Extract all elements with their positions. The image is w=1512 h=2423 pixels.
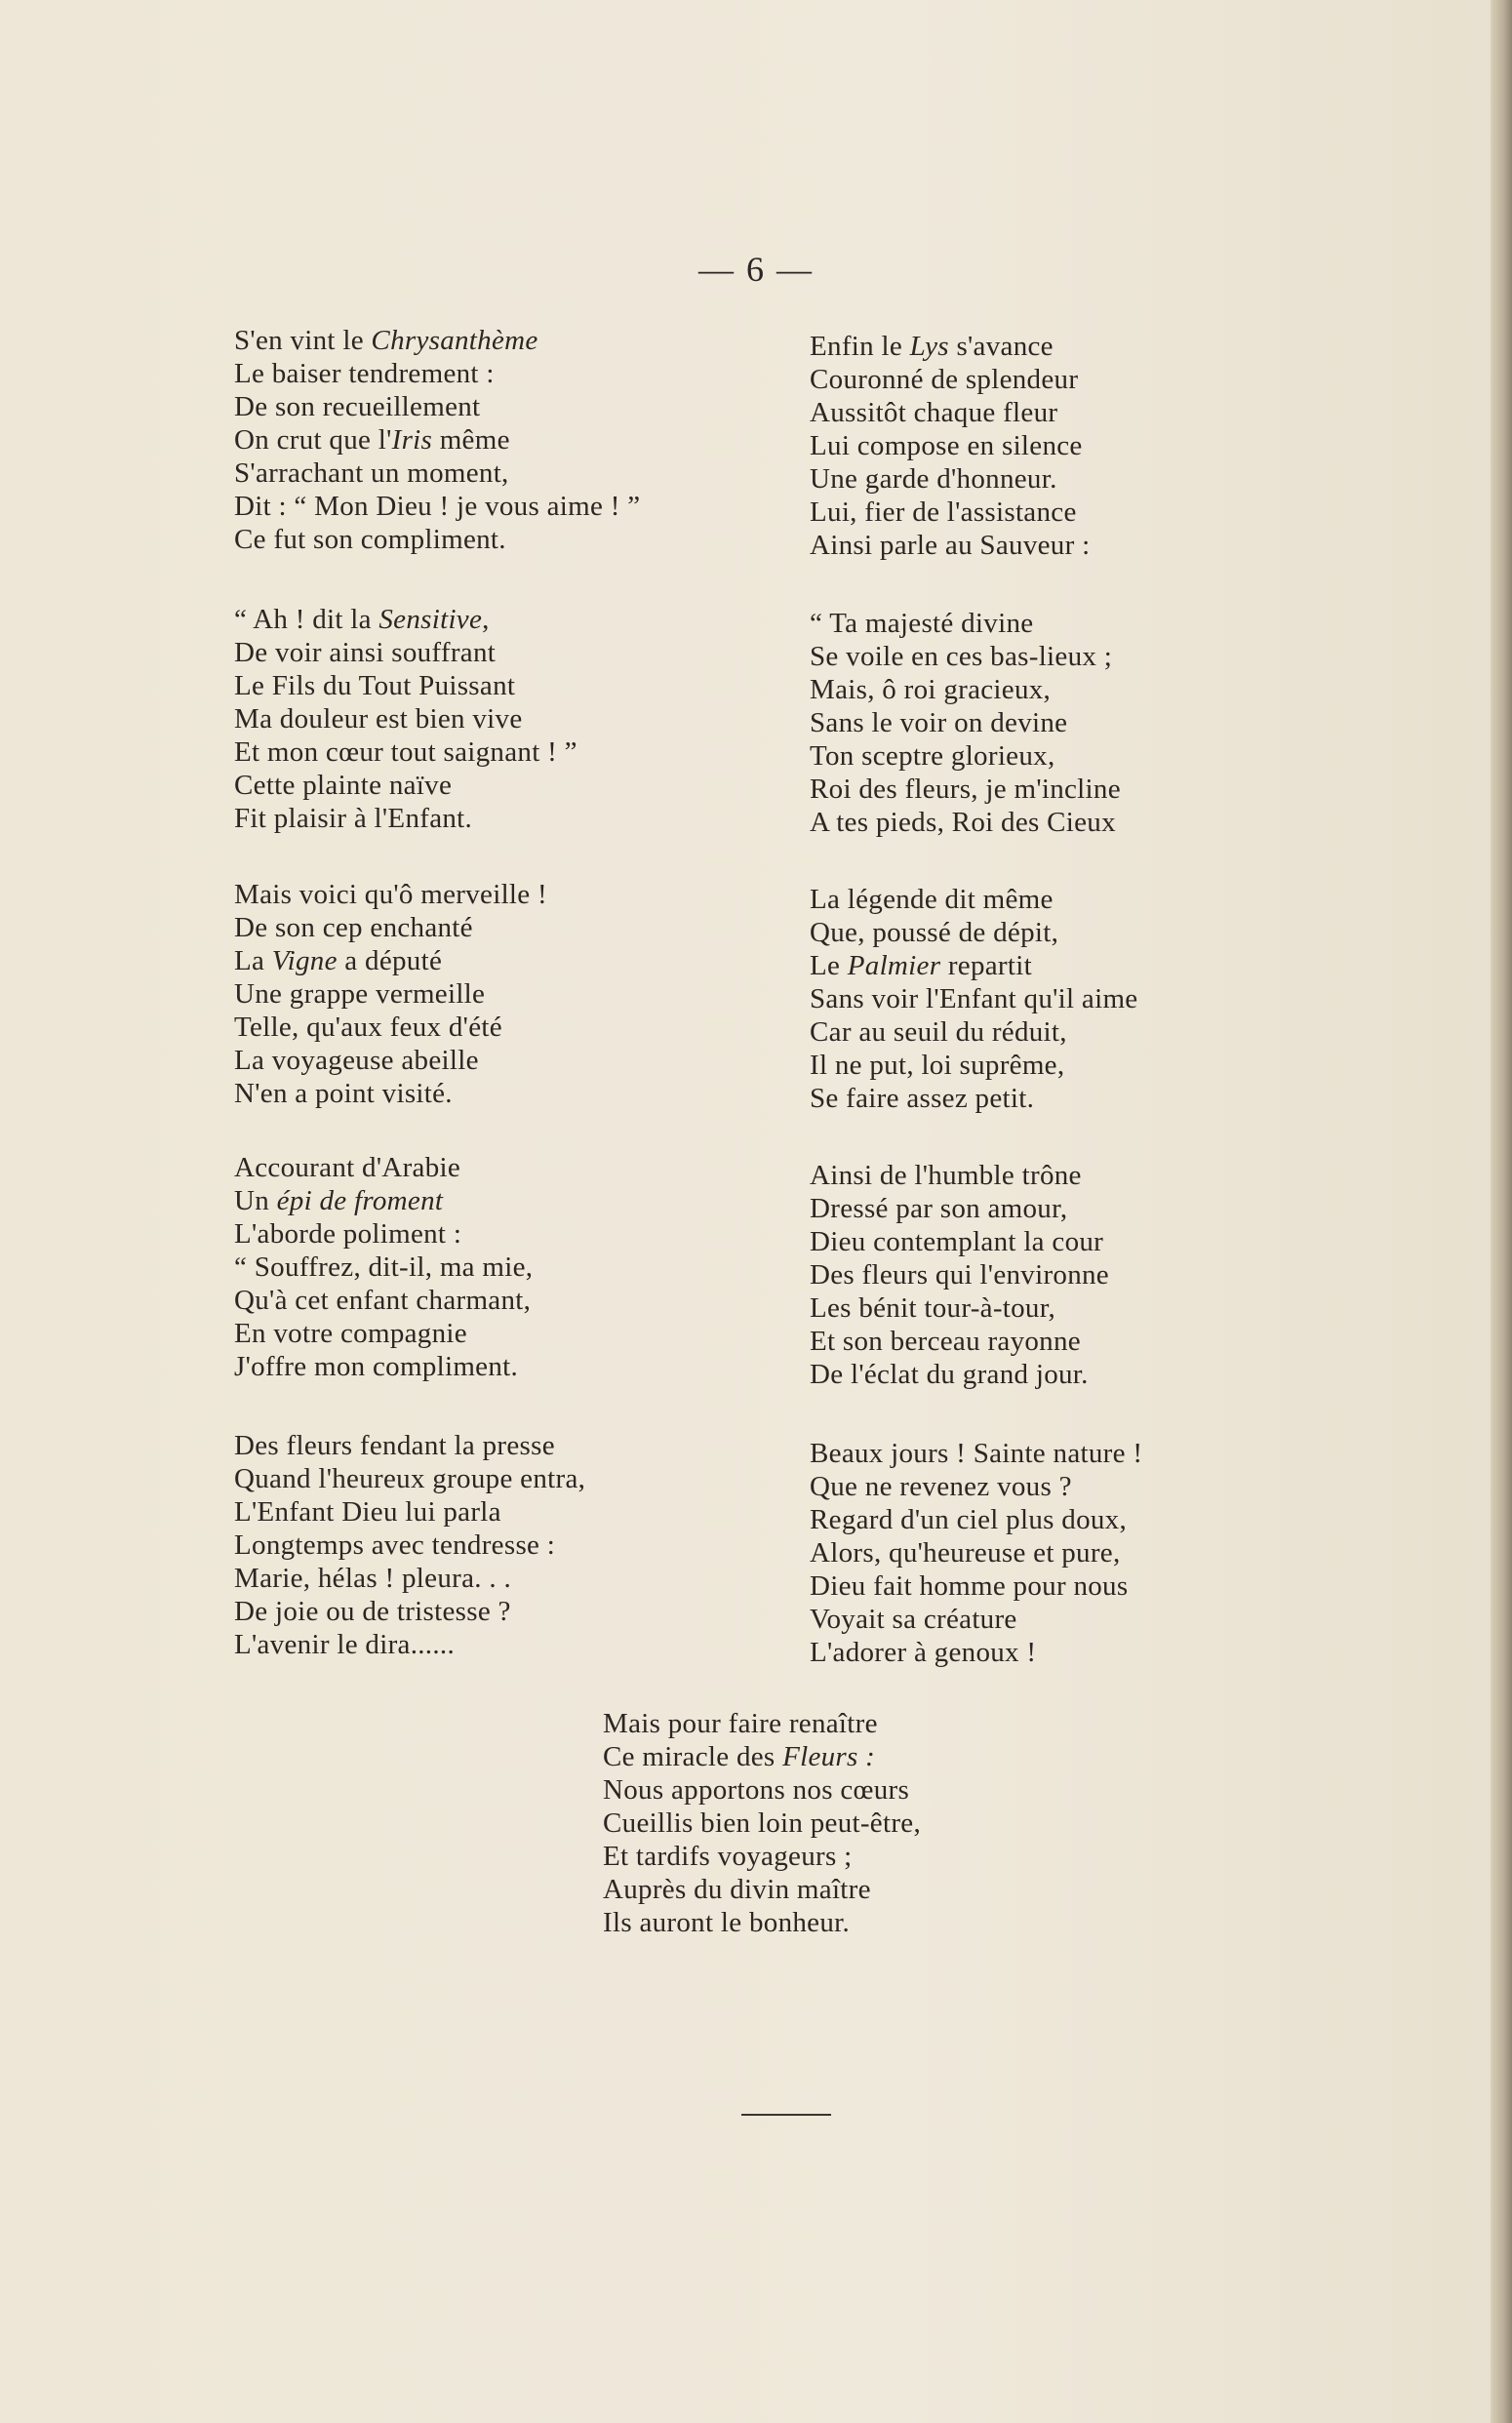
verse-line: Couronné de splendeur [810, 364, 1079, 395]
verse-line: Regard d'un ciel plus doux, [810, 1504, 1128, 1535]
verse-line: Et mon cœur tout saignant ! ” [234, 736, 577, 768]
verse-line: Longtemps avec tendresse : [234, 1529, 556, 1561]
end-rule [741, 2114, 831, 2116]
verse-line: Dieu fait homme pour nous [810, 1570, 1129, 1602]
verse-line: S'arrachant un moment, [234, 457, 509, 489]
stanza-left-4 [234, 1151, 533, 1383]
verse-line: Et son berceau rayonne [810, 1326, 1081, 1357]
verse-line: Lui, fier de l'assistance [810, 497, 1077, 528]
stanza-left-1 [234, 324, 640, 556]
verse-line: L'avenir le dira...... [234, 1629, 456, 1660]
verse-line: Dit : “ Mon Dieu ! je vous aime ! ” [234, 491, 641, 522]
verse-line: Dressé par son amour, [810, 1193, 1068, 1224]
verse-line: Mais, ô roi gracieux, [810, 674, 1052, 705]
verse-line: Ma douleur est bien vive [234, 703, 523, 735]
verse-line: De l'éclat du grand jour. [810, 1359, 1089, 1390]
verse-line: La Vigne a député [234, 945, 443, 976]
page-edge [1491, 0, 1512, 2423]
verse-line: Mais pour faire renaître [603, 1708, 878, 1739]
verse-line: Aussitôt chaque fleur [810, 397, 1058, 428]
verse-line: De voir ainsi souffrant [234, 637, 497, 668]
verse-line: Une garde d'honneur. [810, 463, 1057, 495]
verse-line: Une grappe vermeille [234, 978, 486, 1010]
stanza-right-4 [810, 1159, 1109, 1391]
verse-line: N'en a point visité. [234, 1078, 453, 1109]
verse-line: Enfin le Lys s'avance [810, 331, 1054, 362]
verse-line: L'adorer à genoux ! [810, 1637, 1037, 1668]
verse-line: Beaux jours ! Sainte nature ! [810, 1438, 1143, 1469]
verse-line: Car au seuil du réduit, [810, 1016, 1067, 1048]
verse-line: Sans voir l'Enfant qu'il aime [810, 983, 1138, 1014]
verse-line: Que ne revenez vous ? [810, 1471, 1072, 1502]
verse-line: Nous apportons nos cœurs [603, 1774, 910, 1806]
stanza-left-5 [234, 1429, 585, 1661]
verse-line: Lui compose en silence [810, 430, 1083, 461]
verse-line: Fit plaisir à l'Enfant. [234, 803, 473, 834]
verse-line: Auprès du divin maître [603, 1874, 871, 1905]
verse-line: Les bénit tour-à-tour, [810, 1292, 1056, 1324]
verse-line: “ Souffrez, dit-il, ma mie, [234, 1251, 534, 1283]
verse-line: Le Palmier repartit [810, 950, 1032, 981]
verse-line: Se voile en ces bas-lieux ; [810, 641, 1113, 672]
verse-line: De son recueillement [234, 391, 481, 422]
page-number: — 6 — [698, 250, 814, 289]
verse-line: Ce fut son compliment. [234, 524, 506, 555]
verse-line: A tes pieds, Roi des Cieux [810, 807, 1116, 838]
verse-line: J'offre mon compliment. [234, 1351, 519, 1382]
verse-line: Voyait sa créature [810, 1604, 1017, 1635]
verse-line: De son cep enchanté [234, 912, 473, 943]
verse-line: Des fleurs fendant la presse [234, 1430, 555, 1461]
verse-line: Quand l'heureux groupe entra, [234, 1463, 586, 1494]
verse-line: L'Enfant Dieu lui parla [234, 1496, 501, 1528]
verse-line: Ils auront le bonheur. [603, 1907, 851, 1938]
verse-line: Des fleurs qui l'environne [810, 1259, 1109, 1291]
verse-line: Le Fils du Tout Puissant [234, 670, 516, 701]
verse-line: Telle, qu'aux feux d'été [234, 1012, 502, 1043]
verse-line: Ce miracle des Fleurs : [603, 1741, 876, 1772]
closing-stanza [603, 1707, 921, 1939]
verse-line: Cueillis bien loin peut-être, [603, 1807, 922, 1839]
verse-line: Le baiser tendrement : [234, 358, 495, 389]
verse-line: Que, poussé de dépit, [810, 917, 1059, 948]
verse-line: Ainsi parle au Sauveur : [810, 530, 1091, 561]
verse-line: En votre compagnie [234, 1318, 467, 1349]
verse-line: Qu'à cet enfant charmant, [234, 1285, 532, 1316]
verse-line: Il ne put, loi suprême, [810, 1050, 1065, 1081]
verse-line: On crut que l'Iris même [234, 424, 510, 456]
stanza-left-3 [234, 878, 547, 1110]
verse-line: Marie, hélas ! pleura. . . [234, 1563, 511, 1594]
verse-line: Ainsi de l'humble trône [810, 1160, 1082, 1191]
verse-line: Et tardifs voyageurs ; [603, 1841, 853, 1872]
verse-line: Sans le voir on devine [810, 707, 1068, 738]
verse-line: Cette plainte naïve [234, 770, 453, 801]
verse-line: Un épi de froment [234, 1185, 444, 1216]
stanza-left-2 [234, 603, 577, 835]
verse-line: Roi des fleurs, je m'incline [810, 774, 1121, 805]
verse-line: Mais voici qu'ô merveille ! [234, 879, 547, 910]
verse-line: Se faire assez petit. [810, 1083, 1035, 1114]
verse-line: La légende dit même [810, 884, 1054, 915]
verse-line: Accourant d'Arabie [234, 1152, 461, 1183]
verse-line: “ Ta majesté divine [810, 608, 1034, 639]
verse-line: La voyageuse abeille [234, 1045, 479, 1076]
stanza-right-5 [810, 1437, 1142, 1669]
verse-line: Dieu contemplant la cour [810, 1226, 1104, 1257]
verse-line: Alors, qu'heureuse et pure, [810, 1537, 1121, 1569]
verse-line: L'aborde poliment : [234, 1218, 462, 1250]
verse-line: “ Ah ! dit la Sensitive, [234, 604, 490, 635]
verse-line: S'en vint le Chrysanthème [234, 325, 538, 356]
verse-line: De joie ou de tristesse ? [234, 1596, 511, 1627]
stanza-right-2 [810, 607, 1121, 839]
stanza-right-3 [810, 883, 1137, 1115]
verse-line: Ton sceptre glorieux, [810, 740, 1055, 772]
stanza-right-1 [810, 330, 1090, 562]
